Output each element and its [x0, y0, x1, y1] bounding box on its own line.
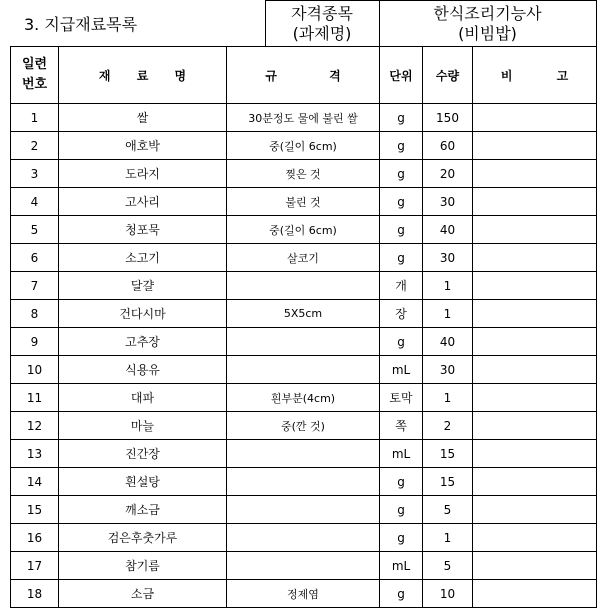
row-remark	[473, 104, 597, 132]
row-spec	[227, 440, 380, 468]
row-material-name: 깨소금	[59, 496, 227, 524]
table-row	[11, 580, 597, 608]
row-quantity: 1	[423, 272, 473, 300]
row-unit: mL	[380, 440, 423, 468]
row-unit: g	[380, 496, 423, 524]
row-remark	[473, 272, 597, 300]
subject-label	[265, 1, 379, 47]
subject-value	[379, 1, 596, 47]
row-spec: 5X5cm	[227, 300, 380, 328]
table-row	[11, 216, 597, 244]
row-unit: g	[380, 244, 423, 272]
table-row	[11, 244, 597, 272]
row-quantity: 30	[423, 356, 473, 384]
row-quantity: 1	[423, 300, 473, 328]
row-spec	[227, 468, 380, 496]
row-unit: g	[380, 132, 423, 160]
row-quantity: 60	[423, 132, 473, 160]
row-quantity: 20	[423, 160, 473, 188]
row-quantity: 150	[423, 104, 473, 132]
row-quantity: 40	[423, 216, 473, 244]
row-quantity: 30	[423, 244, 473, 272]
row-number: 9	[11, 328, 59, 356]
row-material-name: 마늘	[59, 412, 227, 440]
subject-label-line1: 자격종목	[291, 3, 353, 23]
table-row	[11, 272, 597, 300]
row-unit: g	[380, 328, 423, 356]
row-spec	[227, 552, 380, 580]
row-unit: g	[380, 216, 423, 244]
row-material-name: 건다시마	[59, 300, 227, 328]
table-row	[11, 468, 597, 496]
row-number: 17	[11, 552, 59, 580]
row-spec: 중(길이 6cm)	[227, 132, 380, 160]
row-quantity: 15	[423, 468, 473, 496]
column-header-number-line1: 일련	[21, 57, 48, 72]
row-remark	[473, 132, 597, 160]
row-unit: g	[380, 580, 423, 608]
row-spec	[227, 524, 380, 552]
column-header-remark: 비 고	[473, 47, 597, 104]
table-row	[11, 132, 597, 160]
row-material-name: 흰설탕	[59, 468, 227, 496]
row-material-name: 달걀	[59, 272, 227, 300]
header-table	[10, 0, 597, 47]
table-row	[11, 496, 597, 524]
row-material-name: 진간장	[59, 440, 227, 468]
table-row	[11, 300, 597, 328]
row-number: 6	[11, 244, 59, 272]
row-material-name: 고사리	[59, 188, 227, 216]
column-header-quantity: 수량	[423, 47, 473, 104]
row-number: 12	[11, 412, 59, 440]
row-unit: 개	[380, 272, 423, 300]
row-spec: 30분정도 물에 불린 쌀	[227, 104, 380, 132]
row-quantity: 15	[423, 440, 473, 468]
row-quantity: 40	[423, 328, 473, 356]
row-unit: 장	[380, 300, 423, 328]
table-row	[11, 412, 597, 440]
table-row	[11, 552, 597, 580]
column-header-number	[11, 47, 59, 104]
row-remark	[473, 356, 597, 384]
row-spec: 찢은 것	[227, 160, 380, 188]
row-spec: 정제염	[227, 580, 380, 608]
row-unit: 쪽	[380, 412, 423, 440]
row-unit: mL	[380, 552, 423, 580]
row-number: 13	[11, 440, 59, 468]
row-number: 7	[11, 272, 59, 300]
row-remark	[473, 216, 597, 244]
row-unit: g	[380, 468, 423, 496]
row-quantity: 5	[423, 552, 473, 580]
row-number: 4	[11, 188, 59, 216]
table-row	[11, 384, 597, 412]
row-material-name: 검은후춧가루	[59, 524, 227, 552]
table-row	[11, 188, 597, 216]
row-spec	[227, 328, 380, 356]
row-remark	[473, 496, 597, 524]
row-material-name: 쌀	[59, 104, 227, 132]
row-remark	[473, 552, 597, 580]
row-remark	[473, 244, 597, 272]
table-row	[11, 356, 597, 384]
row-quantity: 1	[423, 524, 473, 552]
row-material-name: 소금	[59, 580, 227, 608]
row-number: 18	[11, 580, 59, 608]
row-material-name: 소고기	[59, 244, 227, 272]
row-number: 15	[11, 496, 59, 524]
column-header-unit: 단위	[380, 47, 423, 104]
column-header-row	[11, 47, 597, 104]
row-remark	[473, 412, 597, 440]
row-remark	[473, 524, 597, 552]
row-remark	[473, 160, 597, 188]
column-header-number-line2: 번호	[21, 77, 48, 92]
row-remark	[473, 580, 597, 608]
table-row	[11, 440, 597, 468]
row-number: 1	[11, 104, 59, 132]
row-remark	[473, 440, 597, 468]
row-spec	[227, 356, 380, 384]
row-unit: mL	[380, 356, 423, 384]
row-number: 14	[11, 468, 59, 496]
row-spec: 불린 것	[227, 188, 380, 216]
row-unit: g	[380, 160, 423, 188]
row-spec: 흰부분(4cm)	[227, 384, 380, 412]
row-spec	[227, 272, 380, 300]
table-row	[11, 160, 597, 188]
row-remark	[473, 300, 597, 328]
row-number: 2	[11, 132, 59, 160]
subject-value-line1: 한식조리기능사	[433, 3, 542, 23]
row-material-name: 애호박	[59, 132, 227, 160]
column-header-name: 재 료 명	[59, 47, 227, 104]
row-spec: 살코기	[227, 244, 380, 272]
materials-body-table	[10, 46, 597, 608]
row-number: 16	[11, 524, 59, 552]
row-number: 11	[11, 384, 59, 412]
row-quantity: 2	[423, 412, 473, 440]
row-material-name: 식용유	[59, 356, 227, 384]
column-header-spec: 규 격	[227, 47, 380, 104]
row-spec: 중(깐 것)	[227, 412, 380, 440]
row-unit: g	[380, 188, 423, 216]
subject-label-line2: (과제명)	[292, 23, 352, 43]
row-material-name: 청포묵	[59, 216, 227, 244]
row-unit: 토막	[380, 384, 423, 412]
row-unit: g	[380, 104, 423, 132]
row-quantity: 5	[423, 496, 473, 524]
row-number: 5	[11, 216, 59, 244]
document-title: 3. 지급재료목록	[10, 1, 265, 47]
table-row	[11, 104, 597, 132]
row-material-name: 대파	[59, 384, 227, 412]
row-spec	[227, 496, 380, 524]
row-material-name: 고추장	[59, 328, 227, 356]
table-row	[11, 328, 597, 356]
row-spec: 중(길이 6cm)	[227, 216, 380, 244]
subject-value-line2: (비빔밥)	[458, 23, 517, 43]
table-row	[11, 524, 597, 552]
row-number: 8	[11, 300, 59, 328]
row-unit: g	[380, 524, 423, 552]
row-number: 10	[11, 356, 59, 384]
row-quantity: 1	[423, 384, 473, 412]
row-material-name: 도라지	[59, 160, 227, 188]
row-remark	[473, 384, 597, 412]
row-quantity: 30	[423, 188, 473, 216]
row-remark	[473, 328, 597, 356]
row-number: 3	[11, 160, 59, 188]
row-remark	[473, 188, 597, 216]
row-quantity: 10	[423, 580, 473, 608]
row-remark	[473, 468, 597, 496]
row-material-name: 참기름	[59, 552, 227, 580]
